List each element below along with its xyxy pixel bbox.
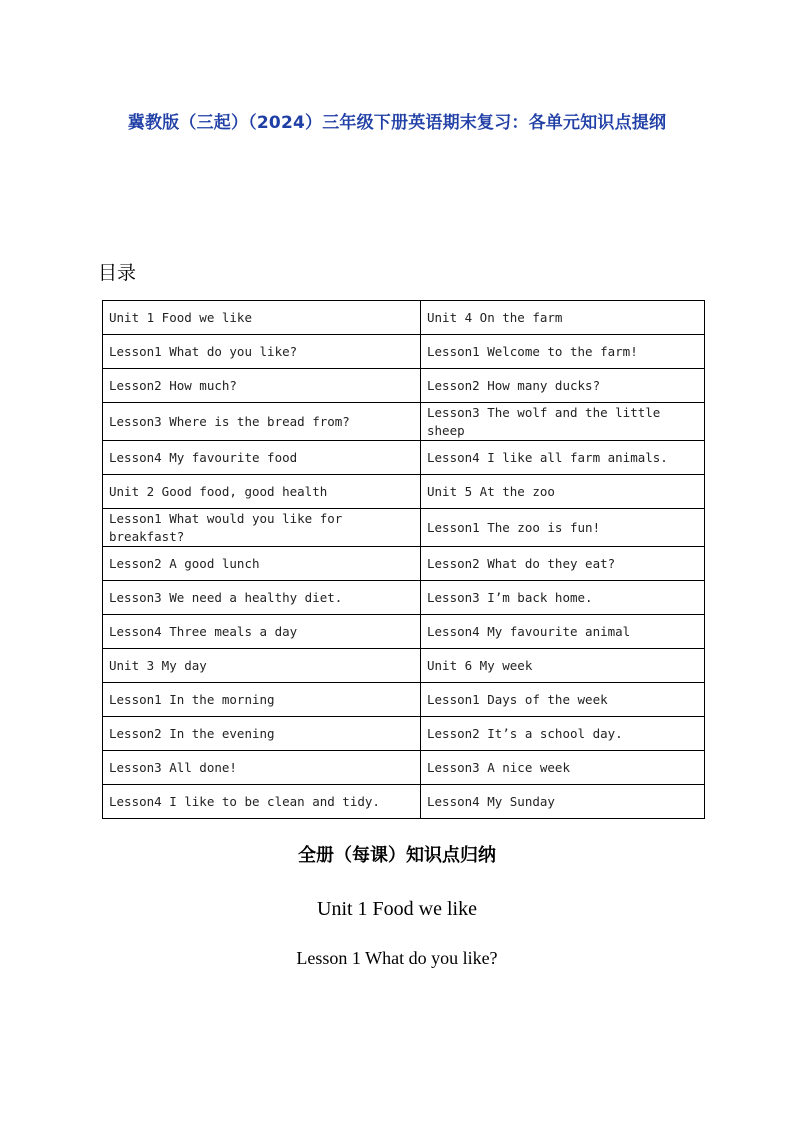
toc-cell: Unit 5 At the zoo [421,475,705,509]
toc-cell: Lesson3 The wolf and the little sheep [421,403,705,441]
table-row [103,335,705,369]
table-row [103,509,705,547]
document-title: 冀教版（三起）（2024）三年级下册英语期末复习：各单元知识点提纲 [127,113,667,133]
toc-table [102,300,705,819]
table-row [103,615,705,649]
toc-cell: Lesson1 The zoo is fun! [421,509,705,547]
toc-cell: Lesson4 Three meals a day [103,615,421,649]
toc-cell: Lesson4 I like all farm animals. [421,441,705,475]
table-row [103,441,705,475]
table-row [103,717,705,751]
toc-cell: Lesson2 In the evening [103,717,421,751]
table-row [103,581,705,615]
table-row [103,785,705,819]
toc-cell: Unit 1 Food we like [103,301,421,335]
summary-heading: 全册（每课）知识点归纳 [298,845,496,866]
toc-cell: Unit 6 My week [421,649,705,683]
toc-cell: Lesson3 Where is the bread from? [103,403,421,441]
toc-cell: Lesson4 My favourite food [103,441,421,475]
table-row [103,475,705,509]
toc-cell: Lesson2 It’s a school day. [421,717,705,751]
toc-cell: Lesson1 What do you like? [103,335,421,369]
table-row [103,683,705,717]
toc-cell: Lesson3 I’m back home. [421,581,705,615]
toc-cell: Lesson4 My Sunday [421,785,705,819]
toc-cell: Lesson1 In the morning [103,683,421,717]
table-row [103,547,705,581]
toc-cell: Lesson4 My favourite animal [421,615,705,649]
toc-cell: Lesson3 We need a healthy diet. [103,581,421,615]
toc-cell: Lesson2 What do they eat? [421,547,705,581]
table-row [103,369,705,403]
table-row [103,649,705,683]
lesson-heading: Lesson 1 What do you like? [296,948,498,968]
toc-cell: Lesson1 Days of the week [421,683,705,717]
toc-cell: Lesson2 A good lunch [103,547,421,581]
toc-cell: Lesson3 All done! [103,751,421,785]
table-row [103,301,705,335]
toc-cell: Lesson3 A nice week [421,751,705,785]
unit-heading: Unit 1 Food we like [317,898,477,920]
toc-heading: 目录 [98,262,137,284]
toc-cell: Lesson2 How much? [103,369,421,403]
toc-cell: Lesson1 What would you like for breakfast? [103,509,421,547]
toc-cell: Unit 2 Good food, good health [103,475,421,509]
toc-cell: Lesson1 Welcome to the farm! [421,335,705,369]
table-row [103,751,705,785]
toc-cell: Unit 4 On the farm [421,301,705,335]
toc-cell: Lesson4 I like to be clean and tidy. [103,785,421,819]
table-row [103,403,705,441]
toc-cell: Lesson2 How many ducks? [421,369,705,403]
toc-cell: Unit 3 My day [103,649,421,683]
